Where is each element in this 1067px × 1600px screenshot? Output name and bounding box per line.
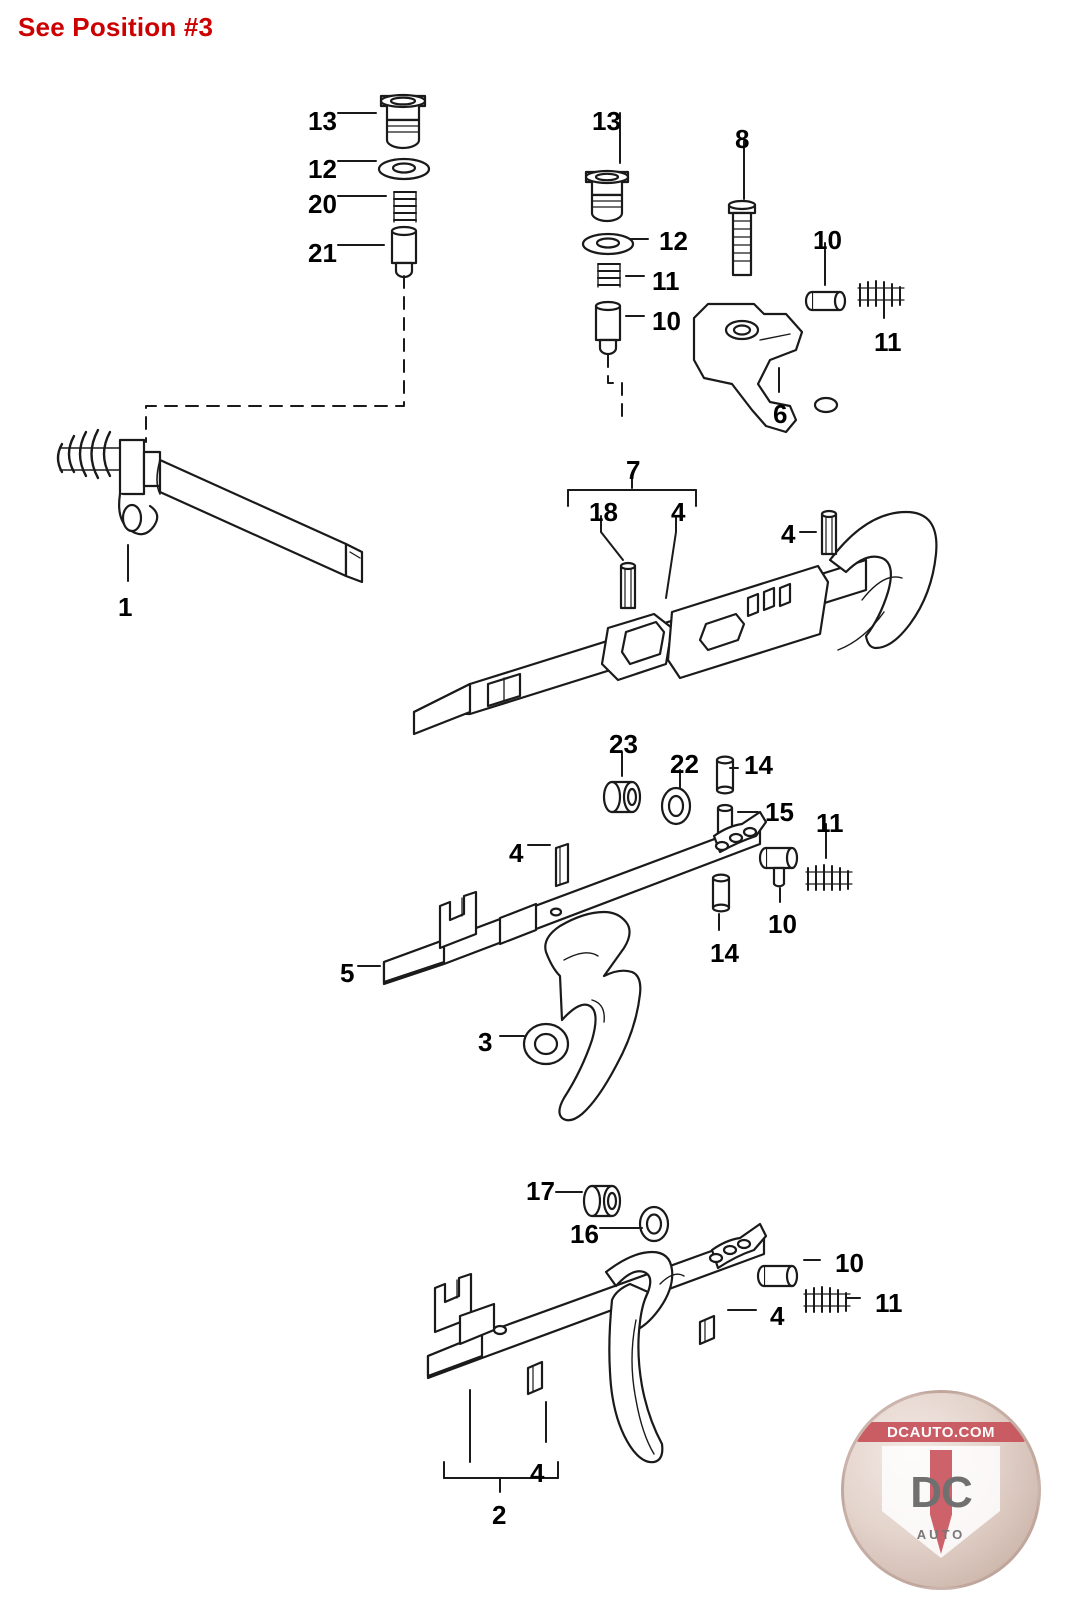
callout-14-lower: 14 — [710, 938, 739, 968]
callout-4-fork: 4 — [781, 519, 796, 549]
part-14-upper — [717, 757, 733, 794]
part-10-mid — [760, 848, 797, 886]
page-title: See Position #3 — [18, 12, 214, 42]
part-7-fork-assembly — [414, 512, 936, 734]
part-2-fork-assembly — [428, 1224, 766, 1462]
callout-16: 16 — [570, 1219, 599, 1249]
callout-8: 8 — [735, 124, 750, 154]
callout-4-mid: 4 — [509, 838, 524, 868]
watermark-logo — [841, 1390, 1059, 1590]
part-11-right — [858, 281, 904, 306]
callout-13-left: 13 — [308, 106, 337, 136]
watermark-subtext: AUTO — [916, 1527, 966, 1542]
callout-10-lower: 10 — [835, 1248, 864, 1278]
part-4-pin-mid — [556, 844, 568, 886]
part-10-plunger-center — [596, 302, 620, 354]
callout-12-center: 12 — [659, 226, 688, 256]
callout-11-center: 11 — [652, 266, 680, 296]
part-11-lower — [804, 1287, 850, 1312]
part-18-roll-pin — [621, 563, 635, 608]
watermark-inner — [857, 1422, 1025, 1558]
part-21-plunger — [392, 227, 416, 277]
callout-2: 2 — [492, 1500, 507, 1530]
part-22-ring — [662, 788, 690, 824]
callout-15: 15 — [765, 797, 794, 827]
callout-22: 22 — [670, 749, 699, 779]
callout-4-lower-left: 4 — [530, 1458, 545, 1488]
part-23-bushing — [604, 782, 640, 812]
callout-13-center: 13 — [592, 106, 621, 136]
part-10-right — [806, 292, 845, 310]
part-3-shift-fork — [524, 912, 640, 1120]
callout-10-mid: 10 — [768, 909, 797, 939]
part-11-mid — [806, 865, 852, 890]
part-17-bushing — [584, 1186, 620, 1216]
watermark-disc — [841, 1390, 1041, 1590]
part-4-pin-upper — [822, 511, 836, 554]
part-4-pin-lower-left — [528, 1362, 542, 1394]
part-6-bracket — [694, 304, 837, 432]
callout-10-center: 10 — [652, 306, 681, 336]
callout-23: 23 — [609, 729, 638, 759]
callout-18: 18 — [589, 497, 618, 527]
part-13-center — [586, 171, 628, 221]
callout-11-right: 11 — [874, 327, 902, 357]
part-14-lower — [713, 875, 729, 912]
watermark-monogram: DC — [910, 1468, 972, 1517]
callout-7: 7 — [626, 455, 641, 485]
part-13-left — [381, 95, 425, 148]
callout-14-upper: 14 — [744, 750, 773, 780]
part-12-center — [583, 234, 633, 254]
watermark-top-text: DCAUTO.COM — [857, 1422, 1025, 1442]
callout-10-right: 10 — [813, 225, 842, 255]
part-20-spring — [394, 192, 416, 222]
part-4-pin-lower-right — [700, 1316, 714, 1344]
callout-11-mid: 11 — [816, 808, 844, 838]
part-16-ring — [640, 1207, 668, 1241]
callout-4-upper: 4 — [671, 497, 686, 527]
shield-icon — [882, 1446, 1000, 1558]
callout-5: 5 — [340, 958, 355, 988]
part-11-spring-center — [598, 264, 620, 287]
callout-17: 17 — [526, 1176, 555, 1206]
callout-4-lower-right: 4 — [770, 1301, 785, 1331]
part-10-lower — [758, 1266, 797, 1286]
callout-12-left: 12 — [308, 154, 337, 184]
callout-1: 1 — [118, 592, 133, 622]
part-12-left — [379, 159, 429, 179]
callout-20: 20 — [308, 189, 337, 219]
part-8-bolt — [729, 201, 755, 275]
callout-3: 3 — [478, 1027, 493, 1057]
part-1-selector-shaft — [58, 430, 362, 582]
callout-21: 21 — [308, 238, 337, 268]
callout-6: 6 — [773, 399, 788, 429]
callout-11-lower: 11 — [875, 1288, 903, 1318]
